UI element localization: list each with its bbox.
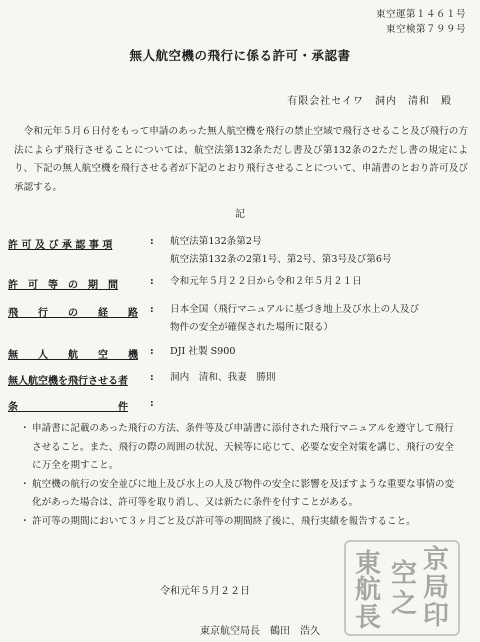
field-label-permission-items: 許 可 及 び 承 認 事 項 (8, 240, 113, 251)
condition-item: ・ 申請書に記載のあった飛行の方法、条件等及び申請書に添付された飛行マニュアルを遵守して飛行させること。また、飛行の際の周囲の状況、天候等に応じて、必要な安全対策を講じ、飛行の安全に万全を期すこと。 (20, 420, 462, 476)
field-label-operators: 無人航空機を飛行させる者 (8, 376, 128, 387)
field-colon: : (150, 372, 154, 383)
field-label-period: 許 可 等 の 期 間 (8, 280, 118, 291)
body-paragraph: 令和元年５月６日付をもって申請のあった無人航空機を飛行の禁止空域で飛行させること及び飛行の方法によらず飛行させることについては、航空法第132条ただし書及び第132条の2ただし書の規定により、下記の無人航空機を飛行させる者が下記のとおり飛行させることについて、申請書のとおり許可及び承認する。 (14, 126, 468, 193)
reference-number-2: 東空検第７９９号 (385, 24, 466, 35)
addressee: 有限会社セイワ 洞内 清和 殿 (287, 96, 452, 107)
signer: 東京航空局長 鶴田 浩久 (200, 626, 320, 637)
field-value-route-line-1: 日本全国（飛行マニュアルに基づき地上及び水上の人及び (170, 304, 420, 315)
field-value-route-line-2: 物件の安全が確保された場所に限る） (170, 322, 334, 333)
field-colon: : (150, 346, 154, 357)
condition-item: ・ 航空機の航行の安全並びに地上及び水上の人及び物件の安全に影響を及ぼすような重要な事情の変化があった場合は、許可等を取り消し、又は新たに条件を付すことがある。 (20, 476, 462, 513)
field-value-period: 令和元年５月２２日から令和２年５月２１日 (170, 276, 362, 287)
seal-character: 之 (390, 589, 418, 619)
issue-date: 令和元年５月２２日 (160, 586, 250, 597)
condition-item: ・ 許可等の期間において３ヶ月ごと及び許可等の期間終了後に、飛行実績を報告すること。 (20, 513, 462, 532)
official-seal-stamp (344, 540, 460, 636)
field-label-conditions: 条 件 (8, 402, 128, 413)
field-label-route: 飛 行 の 経 路 (8, 308, 138, 319)
seal-character: 空 (390, 559, 418, 589)
conditions-list (20, 420, 462, 531)
field-label-aircraft: 無 人 航 空 機 (8, 350, 138, 361)
seal-character: 局 (422, 573, 450, 603)
seal-graphic (346, 542, 458, 634)
document-title: 無人航空機の飛行に係る許可・承認書 (129, 48, 351, 63)
field-value-permission-items-line-1: 航空法第132条第2号 (170, 236, 262, 247)
field-colon: : (150, 236, 154, 247)
reference-number-1: 東空運第１４６１号 (375, 9, 466, 20)
ki-heading: 記 (235, 209, 245, 220)
field-colon: : (150, 304, 154, 315)
seal-character: 東 (354, 549, 382, 579)
field-colon: : (150, 276, 154, 287)
seal-character: 京 (422, 545, 450, 575)
field-value-permission-items-line-2: 航空法第132条の2第1号、第2号、第3号及び第6号 (170, 254, 392, 265)
seal-character: 長 (354, 603, 382, 633)
seal-character: 印 (422, 601, 450, 631)
seal-character: 航 (354, 575, 382, 605)
field-value-aircraft: DJI 社製 S900 (170, 346, 236, 357)
field-colon: : (150, 398, 154, 409)
field-value-operators: 洞内 清和、我妻 勝則 (170, 372, 276, 383)
